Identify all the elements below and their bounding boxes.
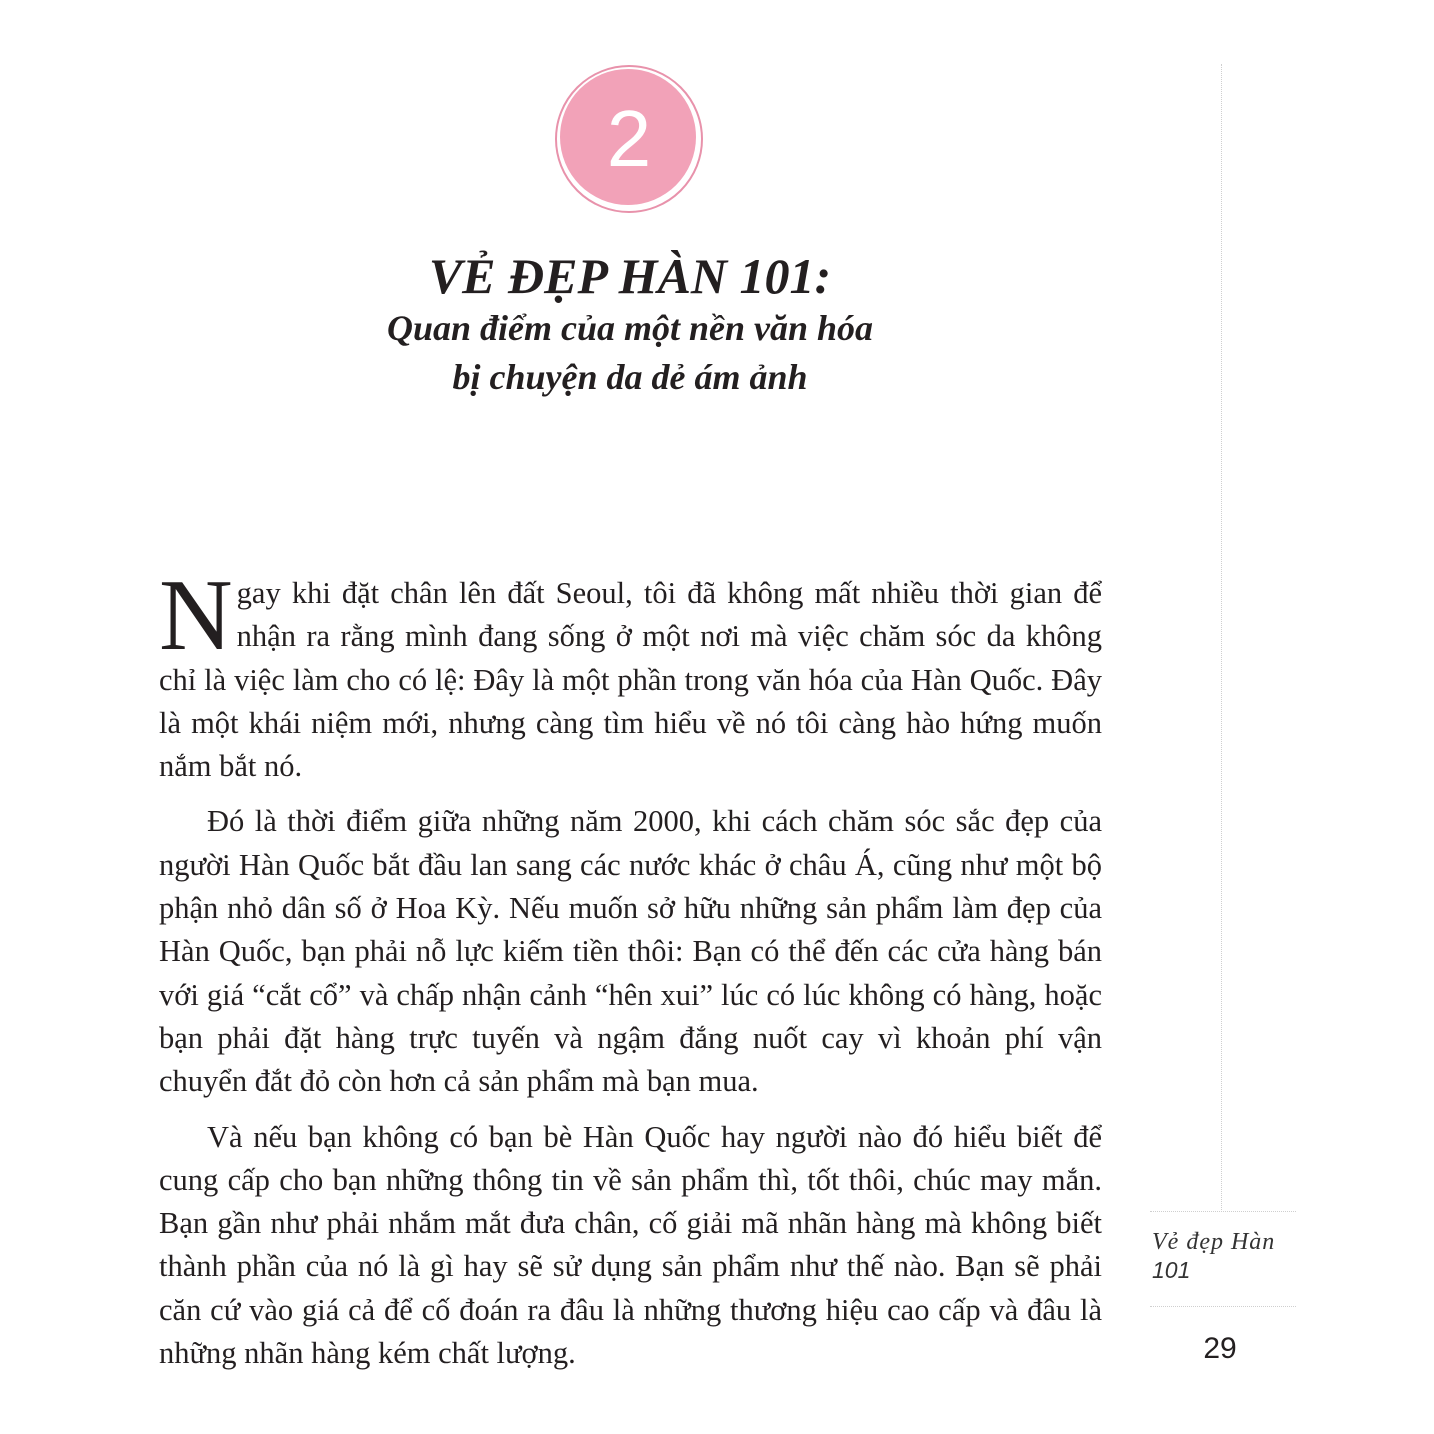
running-head-title: Vẻ đẹp Hàn — [1152, 1229, 1276, 1255]
chapter-number-badge — [554, 64, 704, 214]
chapter-subtitle-line-2: bị chuyện da dẻ ám ảnh — [452, 357, 808, 397]
running-head-top-rule — [1150, 1211, 1296, 1212]
running-head-number: 101 — [1152, 1257, 1191, 1283]
running-head — [1152, 1228, 1275, 1284]
paragraph-2: Đó là thời điểm giữa những năm 2000, khi cách chăm sóc sắc đẹp của người Hàn Quốc bắt đầu lan sang các nước khác ở châu Á, cũng như một bộ phận nhỏ dân số ở Hoa Kỳ. Nếu muốn sở hữu những sản phẩm làm đẹp của Hàn Quốc, bạn phải nỗ lực kiếm tiền thôi: Bạn có thể đến các cửa hàng bán với giá “cắt cổ” và chấp nhận cảnh “hên xui” lúc có lúc không có hàng, hoặc bạn phải đặt hàng trực tuyến và ngậm đắng nuốt cay vì khoản phí vận chuyển đắt đỏ còn hơn cả sản phẩm mà bạn mua. — [159, 804, 1102, 1099]
paragraph-1-text: gay khi đặt chân lên đất Seoul, tôi đã không mất nhiều thời gian để nhận ra rằng mình đang sống ở một nơi mà việc chăm sóc da không chỉ là việc làm cho có lệ: Đây là một phần trong văn hóa của Hàn Quốc. Đây là một khái niệm mới, nhưng càng tìm hiểu về nó tôi càng hào hứng muốn nắm bắt nó. — [159, 576, 1102, 784]
chapter-number: 2 — [606, 94, 652, 183]
drop-cap: N — [159, 559, 233, 672]
margin-divider — [1221, 64, 1222, 1212]
chapter-subtitle-line-1: Quan điểm của một nền văn hóa — [386, 308, 874, 348]
paragraph-3: Và nếu bạn không có bạn bè Hàn Quốc hay người nào đó hiểu biết để cung cấp cho bạn những thông tin về sản phẩm thì, tốt thôi, chúc may mắn. Bạn gần như phải nhắm mắt đưa chân, cố giải mã nhãn hàng mà không biết thành phần của nó là gì hay sẽ sử dụng sản phẩm như thế nào. Bạn sẽ phải căn cứ vào giá cả để cố đoán ra đâu là những thương hiệu cao cấp và đâu là những nhãn hàng kém chất lượng. — [159, 1119, 1102, 1371]
body-text — [159, 559, 1102, 1387]
running-head-bottom-rule — [1150, 1306, 1296, 1307]
paragraph-1 — [159, 559, 1102, 788]
page-number: 29 — [1203, 1332, 1237, 1365]
chapter-title: VẺ ĐẸP HÀN 101: — [428, 248, 832, 304]
